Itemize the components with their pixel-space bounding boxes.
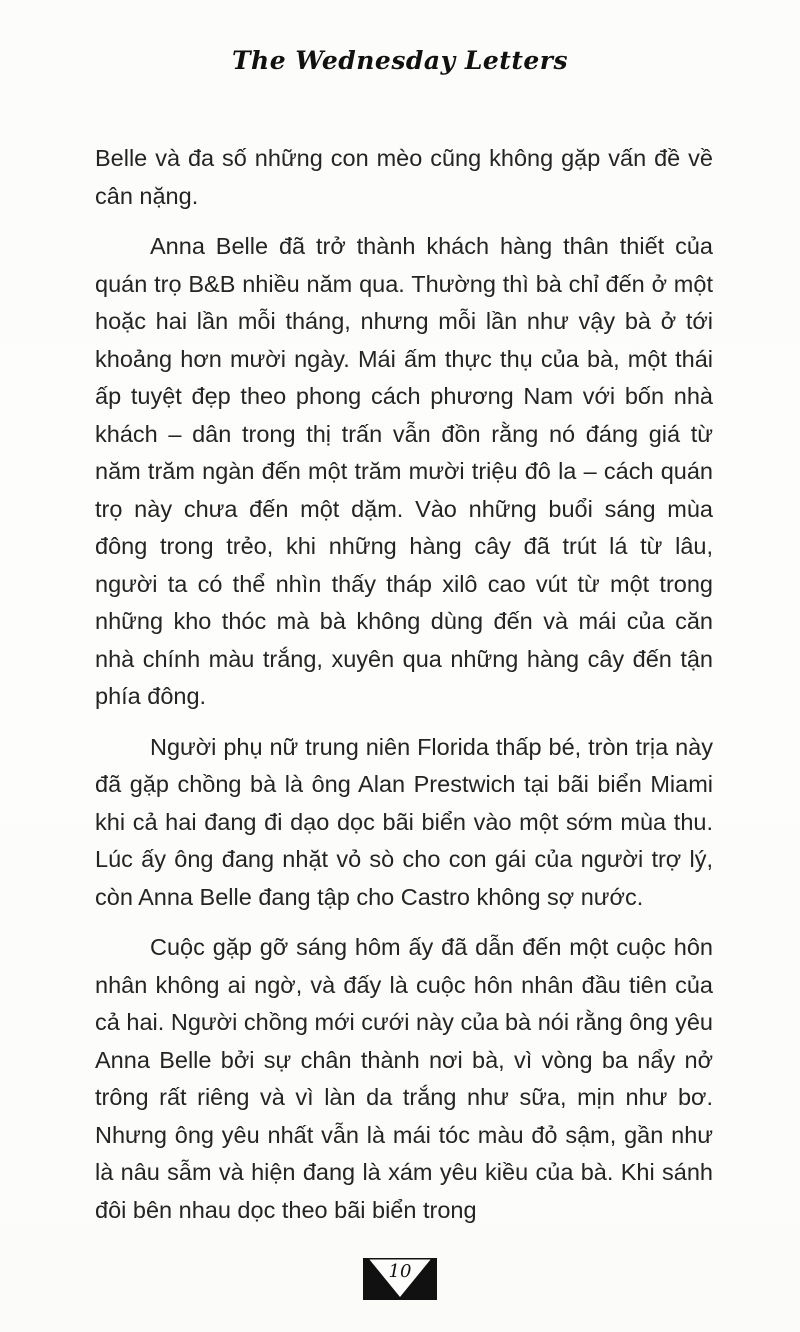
paragraph: Anna Belle đã trở thành khách hàng thân thiết của quán trọ B&B nhiều năm qua. Thường thì bà chỉ đến ở một hoặc hai lần mỗi tháng, nhưng mỗi lần như vậy bà ở tới khoảng hơn mười ngày. Mái ấm thực thụ của bà, một thái ấp tuyệt đẹp theo phong cách phương Nam với bốn nhà khách – dân trong thị trấn vẫn đồn rằng nó đáng giá từ năm trăm ngàn đến một trăm mười triệu đô la – cách quán trọ này chưa đến một dặm. Vào những buổi sáng mùa đông trong trẻo, khi những hàng cây đã trút lá từ lâu, người ta có thể nhìn thấy tháp xilô cao vút từ một trong những kho thóc mà bà không dùng đến và mái của căn nhà chính màu trắng, xuyên qua những hàng cây đến tận phía đông.: [95, 233, 713, 709]
page-number: 10: [388, 1261, 412, 1282]
body-text: [95, 140, 713, 1242]
running-head-title: The Wednesday Letters: [231, 46, 569, 75]
envelope-icon: [363, 1258, 437, 1300]
page-footer: [0, 1258, 800, 1300]
paragraph: Belle và đa số những con mèo cũng không gặp vấn đề về cân nặng.: [95, 145, 713, 209]
paragraph: Người phụ nữ trung niên Florida thấp bé, tròn trịa này đã gặp chồng bà là ông Alan Prestwich tại bãi biển Miami khi cả hai đang đi dạo dọc bãi biển vào một sớm mùa thu. Lúc ấy ông đang nhặt vỏ sò cho con gái của người trợ lý, còn Anna Belle đang tập cho Castro không sợ nước.: [95, 733, 713, 910]
paragraph: Cuộc gặp gỡ sáng hôm ấy đã dẫn đến một cuộc hôn nhân không ai ngờ, và đấy là cuộc hôn nhân đầu tiên của cả hai. Người chồng mới cưới này của bà nói rằng ông yêu Anna Belle bởi sự chân thành nơi bà, vì vòng ba nẩy nở trông rất riêng và vì làn da trắng như sữa, mịn như bơ. Nhưng ông yêu nhất vẫn là mái tóc màu đỏ sậm, gần như là nâu sẫm và hiện đang là xám yêu kiều của bà. Khi sánh đôi bên nhau dọc theo bãi biển trong: [95, 934, 713, 1223]
